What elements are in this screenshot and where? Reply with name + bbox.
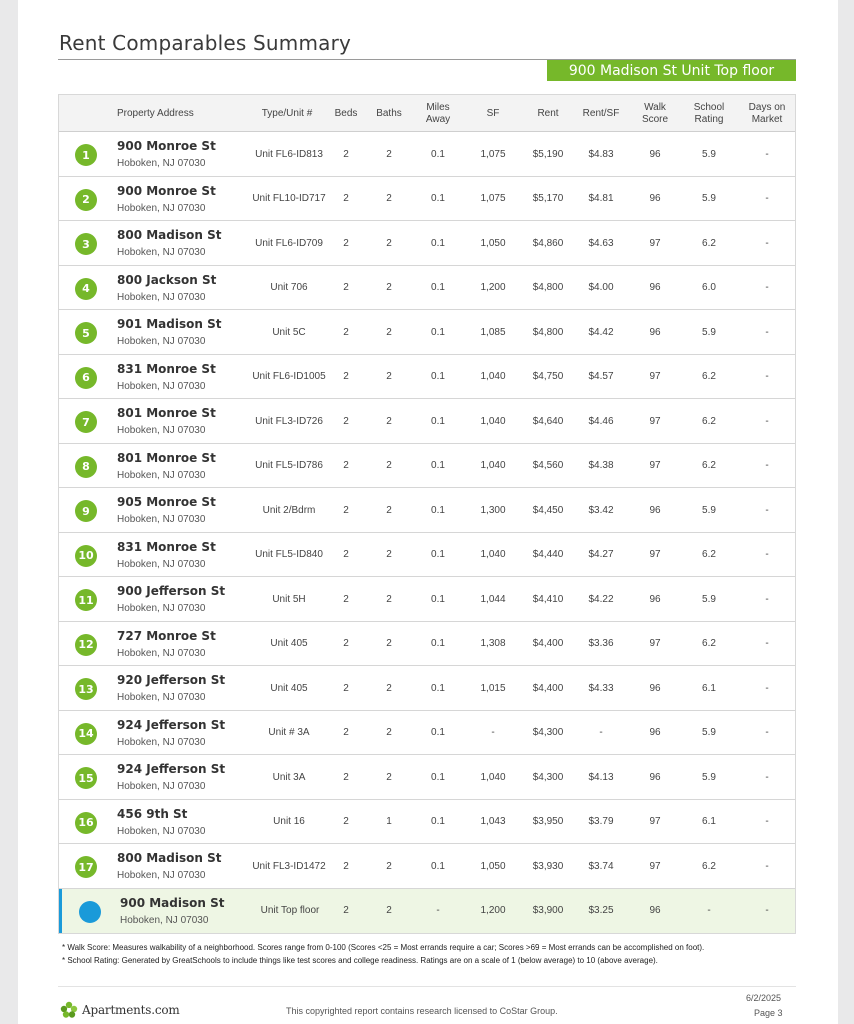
header-type: Type/Unit # (261, 108, 313, 119)
page-title: Rent Comparables Summary (59, 31, 352, 55)
rent-comparables-table (58, 94, 796, 934)
cell-baths: 2 (386, 371, 392, 383)
cell-rent: $3,930 (532, 860, 564, 872)
table-row (59, 533, 795, 578)
cell-miles: 0.1 (431, 460, 445, 472)
page-number: Page 3 (754, 1008, 783, 1018)
table-row (59, 355, 795, 400)
cell-walk-score: 97 (649, 549, 661, 561)
cell-school-rating: 6.2 (702, 638, 716, 650)
cell-miles: 0.1 (431, 638, 445, 650)
cell-rent: $4,750 (532, 371, 564, 383)
cell-walk-score: 97 (649, 860, 661, 872)
cell-school-rating: 5.9 (702, 593, 716, 605)
property-city: Hoboken, NJ 07030 (117, 736, 206, 748)
report-page (18, 0, 838, 1024)
cell-beds: 2 (343, 148, 349, 160)
cell-school-rating: 6.0 (702, 282, 716, 294)
cell-beds: 2 (343, 593, 349, 605)
cell-days-on-market: - (765, 326, 769, 338)
cell-rent: $3,950 (532, 816, 564, 828)
cell-baths: 2 (386, 771, 392, 783)
cell-rent: $5,190 (532, 148, 564, 160)
subject-rent-sf: $3.25 (588, 905, 614, 917)
cell-baths: 2 (386, 193, 392, 205)
property-street: 900 Jefferson St (117, 584, 226, 598)
cell-miles: 0.1 (431, 415, 445, 427)
cell-rent: $4,400 (532, 638, 564, 650)
cell-miles: 0.1 (431, 326, 445, 338)
cell-sf: 1,075 (480, 193, 506, 205)
cell-school-rating: 6.1 (702, 682, 716, 694)
cell-rent: $4,800 (532, 282, 564, 294)
cell-beds: 2 (343, 860, 349, 872)
comp-number-badge: 15 (75, 767, 97, 789)
footnotes (62, 941, 802, 967)
cell-walk-score: 96 (649, 326, 661, 338)
comp-number-badge: 11 (75, 589, 97, 611)
cell-school-rating: 6.2 (702, 549, 716, 561)
cell-beds: 2 (343, 638, 349, 650)
cell-sf: 1,200 (480, 282, 506, 294)
cell-unit: Unit 5H (272, 593, 306, 605)
subject-property-banner: 900 Madison St Unit Top floor (547, 60, 796, 81)
cell-school-rating: 6.2 (702, 371, 716, 383)
cell-sf: 1,040 (480, 371, 506, 383)
cell-beds: 2 (343, 771, 349, 783)
cell-rent-sf: $4.33 (588, 682, 614, 694)
cell-baths: 2 (386, 326, 392, 338)
cell-beds: 2 (343, 282, 349, 294)
header-sf: SF (486, 108, 500, 119)
cell-baths: 2 (386, 549, 392, 561)
cell-days-on-market: - (765, 727, 769, 739)
cell-rent-sf: $3.36 (588, 638, 614, 650)
property-street: 800 Jackson St (117, 272, 217, 287)
cell-walk-score: 97 (649, 638, 661, 650)
copyright-notice: This copyrighted report contains research licensed to CoStar Group. (286, 1006, 558, 1016)
subject-street: 900 Madison St (120, 895, 225, 910)
cell-sf: 1,050 (480, 237, 506, 249)
cell-unit: Unit FL6-ID709 (255, 237, 323, 249)
cell-beds: 2 (343, 549, 349, 561)
cell-baths: 2 (386, 282, 392, 294)
cell-baths: 2 (386, 415, 392, 427)
table-row (59, 711, 795, 756)
cell-rent-sf: $4.81 (588, 193, 614, 205)
cell-miles: 0.1 (431, 237, 445, 249)
comp-number-badge: 1 (75, 144, 97, 166)
cell-miles: 0.1 (431, 148, 445, 160)
comp-number-badge: 4 (75, 278, 97, 300)
subject-unit: Unit Top floor (260, 905, 320, 917)
cell-rent-sf: $4.22 (588, 593, 614, 605)
cell-unit: Unit 405 (270, 682, 308, 694)
property-city: Hoboken, NJ 07030 (117, 514, 206, 525)
cell-miles: 0.1 (431, 860, 445, 872)
table-row (59, 488, 795, 533)
table-row (59, 266, 795, 311)
table-row (59, 755, 795, 800)
cell-miles: 0.1 (431, 549, 445, 561)
cell-unit: Unit FL6-ID813 (255, 148, 323, 160)
cell-unit: Unit FL5-ID786 (255, 460, 323, 472)
table-row (59, 666, 795, 711)
cell-sf: 1,050 (480, 860, 506, 872)
property-city: Hoboken, NJ 07030 (117, 603, 206, 614)
table-row (59, 444, 795, 489)
comp-number-badge: 17 (75, 856, 97, 878)
cell-days-on-market: - (765, 504, 769, 516)
cell-sf: 1,085 (480, 326, 506, 338)
cell-rent-sf: $3.79 (588, 816, 614, 828)
table-row (59, 399, 795, 444)
subject-property-row (59, 889, 795, 934)
table-body (59, 132, 795, 889)
property-street: 801 Monroe St (117, 406, 216, 420)
subject-beds: 2 (343, 905, 349, 917)
property-street: 831 Monroe St (117, 539, 216, 554)
cell-rent-sf: $4.13 (588, 771, 614, 783)
cell-walk-score: 97 (649, 460, 661, 472)
subject-baths: 2 (386, 905, 392, 917)
property-city: Hoboken, NJ 07030 (117, 202, 206, 214)
subject-rent: $3,900 (532, 905, 564, 917)
header-address: Property Address (117, 108, 194, 119)
cell-school-rating: 6.1 (702, 816, 716, 828)
logo-text: Apartments.com (82, 1003, 180, 1017)
subject-school-rating: - (707, 905, 711, 917)
cell-rent: $4,860 (532, 237, 564, 249)
cell-sf: 1,300 (480, 504, 506, 516)
property-city: Hoboken, NJ 07030 (117, 336, 206, 347)
comp-number-badge: 7 (75, 411, 97, 433)
cell-walk-score: 97 (649, 415, 661, 427)
table-row (59, 800, 795, 845)
cell-walk-score: 97 (649, 237, 661, 249)
subject-sf: 1,200 (480, 905, 506, 917)
cell-beds: 2 (343, 326, 349, 338)
cell-beds: 2 (343, 237, 349, 249)
cell-baths: 2 (386, 638, 392, 650)
cell-sf: 1,044 (480, 593, 506, 605)
property-street: 831 Monroe St (117, 361, 216, 376)
cell-beds: 2 (343, 193, 349, 205)
report-date: 6/2/2025 (746, 993, 782, 1003)
cell-days-on-market: - (765, 549, 769, 561)
cell-unit: Unit # 3A (268, 727, 310, 739)
cell-rent: $4,300 (532, 771, 564, 783)
property-street: 905 Monroe St (117, 495, 216, 509)
cell-rent: $4,640 (532, 415, 564, 427)
table-row (59, 844, 795, 889)
cell-days-on-market: - (765, 771, 769, 783)
cell-days-on-market: - (765, 593, 769, 605)
cell-walk-score: 96 (649, 193, 661, 205)
cell-sf: 1,040 (480, 460, 506, 472)
apartments-logo-icon (60, 1001, 78, 1019)
property-street: 901 Madison St (117, 317, 222, 331)
cell-school-rating: 5.9 (702, 148, 716, 160)
property-city: Hoboken, NJ 07030 (117, 692, 206, 703)
cell-school-rating: 6.2 (702, 860, 716, 872)
subject-miles: - (436, 905, 440, 917)
property-city: Hoboken, NJ 07030 (117, 247, 206, 258)
cell-rent-sf: $3.42 (588, 504, 614, 516)
cell-sf: 1,015 (480, 682, 506, 694)
comp-number-badge: 5 (75, 322, 97, 344)
cell-school-rating: 5.9 (702, 771, 716, 783)
cell-days-on-market: - (765, 638, 769, 650)
cell-days-on-market: - (765, 460, 769, 472)
school-rating-footnote: * School Rating: Generated by GreatSchools to include things like test scores and college readiness. Ratings are on a scale of 1 (below average) to 10 (above average). (62, 956, 658, 965)
cell-school-rating: 5.9 (702, 504, 716, 516)
cell-rent-sf: $4.42 (588, 326, 614, 338)
comp-number-badge: 13 (75, 678, 97, 700)
cell-miles: 0.1 (431, 816, 445, 828)
cell-walk-score: 96 (649, 504, 661, 516)
comp-number-badge: 9 (75, 500, 97, 522)
cell-unit: Unit 5C (272, 326, 306, 338)
comp-number-badge: 8 (75, 456, 97, 478)
cell-days-on-market: - (765, 148, 769, 160)
cell-miles: 0.1 (431, 771, 445, 783)
cell-baths: 2 (386, 504, 392, 516)
cell-walk-score: 96 (649, 771, 661, 783)
cell-beds: 2 (343, 682, 349, 694)
cell-baths: 1 (386, 816, 392, 828)
comp-number-badge: 14 (75, 723, 97, 745)
property-city: Hoboken, NJ 07030 (117, 647, 206, 659)
cell-miles: 0.1 (431, 593, 445, 605)
property-street: 920 Jefferson St (117, 673, 226, 687)
cell-rent-sf: $4.27 (588, 549, 614, 561)
cell-school-rating: 5.9 (702, 326, 716, 338)
cell-days-on-market: - (765, 860, 769, 872)
property-city: Hoboken, NJ 07030 (117, 825, 206, 837)
cell-miles: 0.1 (431, 504, 445, 516)
header-rent: Rent (537, 108, 559, 119)
table-row (59, 221, 795, 266)
cell-rent-sf: $3.74 (588, 860, 614, 872)
cell-unit: Unit 3A (272, 771, 306, 783)
cell-rent: $4,400 (532, 682, 564, 694)
comp-number-badge: 3 (75, 233, 97, 255)
property-city: Hoboken, NJ 07030 (117, 158, 206, 169)
cell-rent: $4,410 (532, 593, 564, 605)
cell-sf: 1,075 (480, 148, 506, 160)
cell-baths: 2 (386, 860, 392, 872)
property-street: 801 Monroe St (117, 450, 216, 465)
property-city: Hoboken, NJ 07030 (117, 558, 206, 570)
cell-rent-sf: - (599, 727, 603, 739)
cell-days-on-market: - (765, 816, 769, 828)
cell-school-rating: 6.2 (702, 460, 716, 472)
cell-unit: Unit FL3-ID726 (255, 415, 323, 427)
cell-beds: 2 (343, 460, 349, 472)
cell-school-rating: 5.9 (702, 727, 716, 739)
cell-beds: 2 (343, 816, 349, 828)
cell-unit: Unit 706 (270, 282, 308, 294)
cell-walk-score: 97 (649, 816, 661, 828)
cell-unit: Unit 16 (273, 816, 305, 828)
header-baths: Baths (376, 108, 402, 119)
cell-rent: $4,800 (532, 326, 564, 338)
cell-walk-score: 96 (649, 727, 661, 739)
cell-walk-score: 96 (649, 148, 661, 160)
property-city: Hoboken, NJ 07030 (117, 469, 206, 481)
cell-unit: Unit FL5-ID840 (255, 549, 323, 561)
cell-days-on-market: - (765, 282, 769, 294)
cell-beds: 2 (343, 504, 349, 516)
comp-number-badge: 16 (75, 812, 97, 834)
footer-divider (58, 986, 796, 987)
cell-rent-sf: $4.83 (588, 148, 614, 160)
cell-baths: 2 (386, 237, 392, 249)
table-row (59, 622, 795, 667)
cell-days-on-market: - (765, 682, 769, 694)
cell-rent-sf: $4.00 (588, 282, 614, 294)
property-city: Hoboken, NJ 07030 (117, 380, 206, 392)
header-walk-score: Walk Score (641, 102, 669, 125)
cell-rent-sf: $4.57 (588, 371, 614, 383)
cell-miles: 0.1 (431, 682, 445, 694)
property-street: 727 Monroe St (117, 628, 216, 643)
property-street: 800 Madison St (117, 851, 222, 865)
cell-baths: 2 (386, 148, 392, 160)
cell-rent-sf: $4.63 (588, 237, 614, 249)
property-street: 900 Monroe St (117, 139, 216, 153)
property-city: Hoboken, NJ 07030 (117, 781, 206, 792)
subject-days-on-market: - (765, 905, 769, 917)
cell-baths: 2 (386, 460, 392, 472)
comp-number-badge: 10 (75, 545, 97, 567)
property-city: Hoboken, NJ 07030 (117, 870, 206, 881)
table-row (59, 132, 795, 177)
cell-beds: 2 (343, 727, 349, 739)
table-row (59, 310, 795, 355)
cell-sf: 1,308 (480, 638, 506, 650)
cell-days-on-market: - (765, 371, 769, 383)
cell-walk-score: 96 (649, 593, 661, 605)
cell-sf: 1,043 (480, 816, 506, 828)
comp-number-badge: 2 (75, 189, 97, 211)
cell-rent: $4,560 (532, 460, 564, 472)
property-city: Hoboken, NJ 07030 (117, 291, 206, 303)
cell-sf: 1,040 (480, 771, 506, 783)
table-row (59, 177, 795, 222)
comp-number-badge: 12 (75, 634, 97, 656)
header-rent-sf: Rent/SF (582, 108, 620, 119)
property-city: Hoboken, NJ 07030 (117, 425, 206, 436)
subject-marker-icon (79, 901, 101, 923)
property-street: 924 Jefferson St (117, 717, 226, 732)
apartments-logo (60, 1001, 180, 1019)
walk-score-footnote: * Walk Score: Measures walkability of a neighborhood. Scores range from 0-100 (Scores <25 = Most errands require a car; Scores >69 = Most errands can be accomplished on foot). (62, 943, 705, 952)
cell-miles: 0.1 (431, 282, 445, 294)
cell-walk-score: 96 (649, 682, 661, 694)
cell-days-on-market: - (765, 237, 769, 249)
cell-rent: $4,300 (532, 727, 564, 739)
cell-walk-score: 96 (649, 282, 661, 294)
subject-walk-score: 96 (649, 905, 661, 917)
table-header (59, 94, 795, 132)
cell-unit: Unit 2/Bdrm (262, 504, 316, 516)
cell-rent-sf: $4.38 (588, 460, 614, 472)
cell-rent-sf: $4.46 (588, 415, 614, 427)
cell-rent: $5,170 (532, 193, 564, 205)
header-school-rating: School Rating (693, 102, 725, 125)
table-row (59, 577, 795, 622)
cell-beds: 2 (343, 415, 349, 427)
cell-unit: Unit FL6-ID1005 (252, 371, 326, 383)
cell-unit: Unit FL10-ID717 (252, 193, 326, 205)
cell-miles: 0.1 (431, 727, 445, 739)
property-street: 800 Madison St (117, 228, 222, 242)
header-days-on-market: Days on Market (748, 102, 786, 125)
cell-school-rating: 6.2 (702, 237, 716, 249)
cell-school-rating: 5.9 (702, 193, 716, 205)
cell-miles: 0.1 (431, 371, 445, 383)
subject-city: Hoboken, NJ 07030 (120, 914, 209, 926)
cell-baths: 2 (386, 593, 392, 605)
cell-walk-score: 97 (649, 371, 661, 383)
cell-rent: $4,440 (532, 549, 564, 561)
header-beds: Beds (334, 108, 358, 119)
cell-days-on-market: - (765, 415, 769, 427)
cell-sf: 1,040 (480, 549, 506, 561)
comp-number-badge: 6 (75, 367, 97, 389)
property-street: 924 Jefferson St (117, 762, 226, 776)
property-street: 456 9th St (117, 806, 188, 821)
cell-sf: - (491, 727, 495, 739)
cell-unit: Unit FL3-ID1472 (252, 860, 326, 872)
cell-unit: Unit 405 (270, 638, 308, 650)
cell-miles: 0.1 (431, 193, 445, 205)
cell-sf: 1,040 (480, 415, 506, 427)
cell-rent: $4,450 (532, 504, 564, 516)
cell-school-rating: 6.2 (702, 415, 716, 427)
cell-beds: 2 (343, 371, 349, 383)
property-street: 900 Monroe St (117, 183, 216, 198)
header-miles: Miles Away (425, 102, 451, 125)
cell-days-on-market: - (765, 193, 769, 205)
cell-baths: 2 (386, 727, 392, 739)
cell-baths: 2 (386, 682, 392, 694)
